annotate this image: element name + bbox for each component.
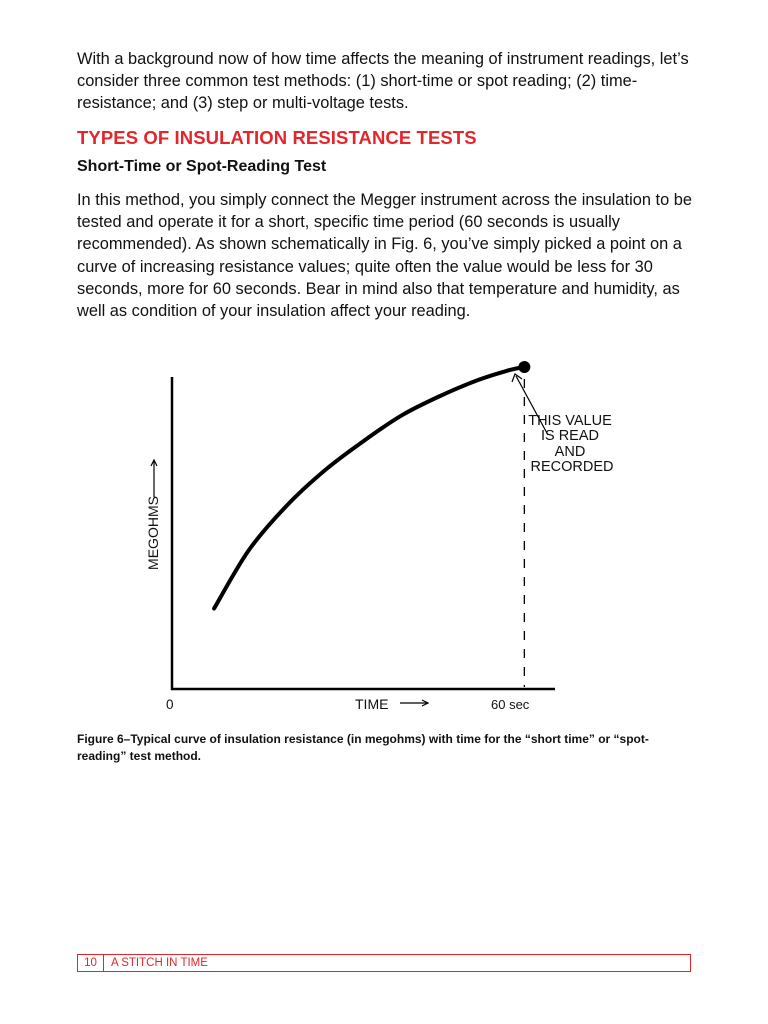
subsection-heading: Short-Time or Spot-Reading Test [77, 158, 327, 175]
running-title: A STITCH IN TIME [111, 957, 208, 969]
reading-point [518, 361, 530, 373]
resistance-time-figure [130, 355, 614, 725]
x-axis-label: TIME [355, 696, 389, 712]
x-origin-label: 0 [166, 697, 174, 712]
page-footer [77, 954, 691, 972]
page-number: 10 [78, 955, 104, 971]
section-heading: TYPES OF INSULATION RESISTANCE TESTS [77, 127, 477, 148]
y-axis-label: MEGOHMS [145, 496, 161, 570]
resistance-curve [214, 367, 524, 609]
annotation-text: THIS VALUE IS READ AND RECORDED [528, 413, 614, 475]
figure-svg [130, 355, 614, 725]
figure-caption: Figure 6–Typical curve of insulation resistance (in megohms) with time for the “short time” or “spot-reading” test method. [77, 732, 649, 763]
intro-paragraph: With a background now of how time affects the meaning of instrument readings, let’s consider three common test methods: (1) short-time or spot reading; (2) time-resistance; and (3) step or multi-voltage tests. [77, 50, 689, 113]
x-end-label: 60 sec [491, 697, 530, 712]
body-paragraph: In this method, you simply connect the Megger instrument across the insulation to be tested and operate it for a short, specific time period (60 seconds is usually recommended). As shown schematically in Fig. 6, you’ve simply picked a point on a curve of increasing resistance values; quite often the value would be less for 30 seconds, more for 60 seconds. Bear in mind also that temperature and humidity, as well as condition of your insulation affect your reading. [77, 191, 692, 321]
